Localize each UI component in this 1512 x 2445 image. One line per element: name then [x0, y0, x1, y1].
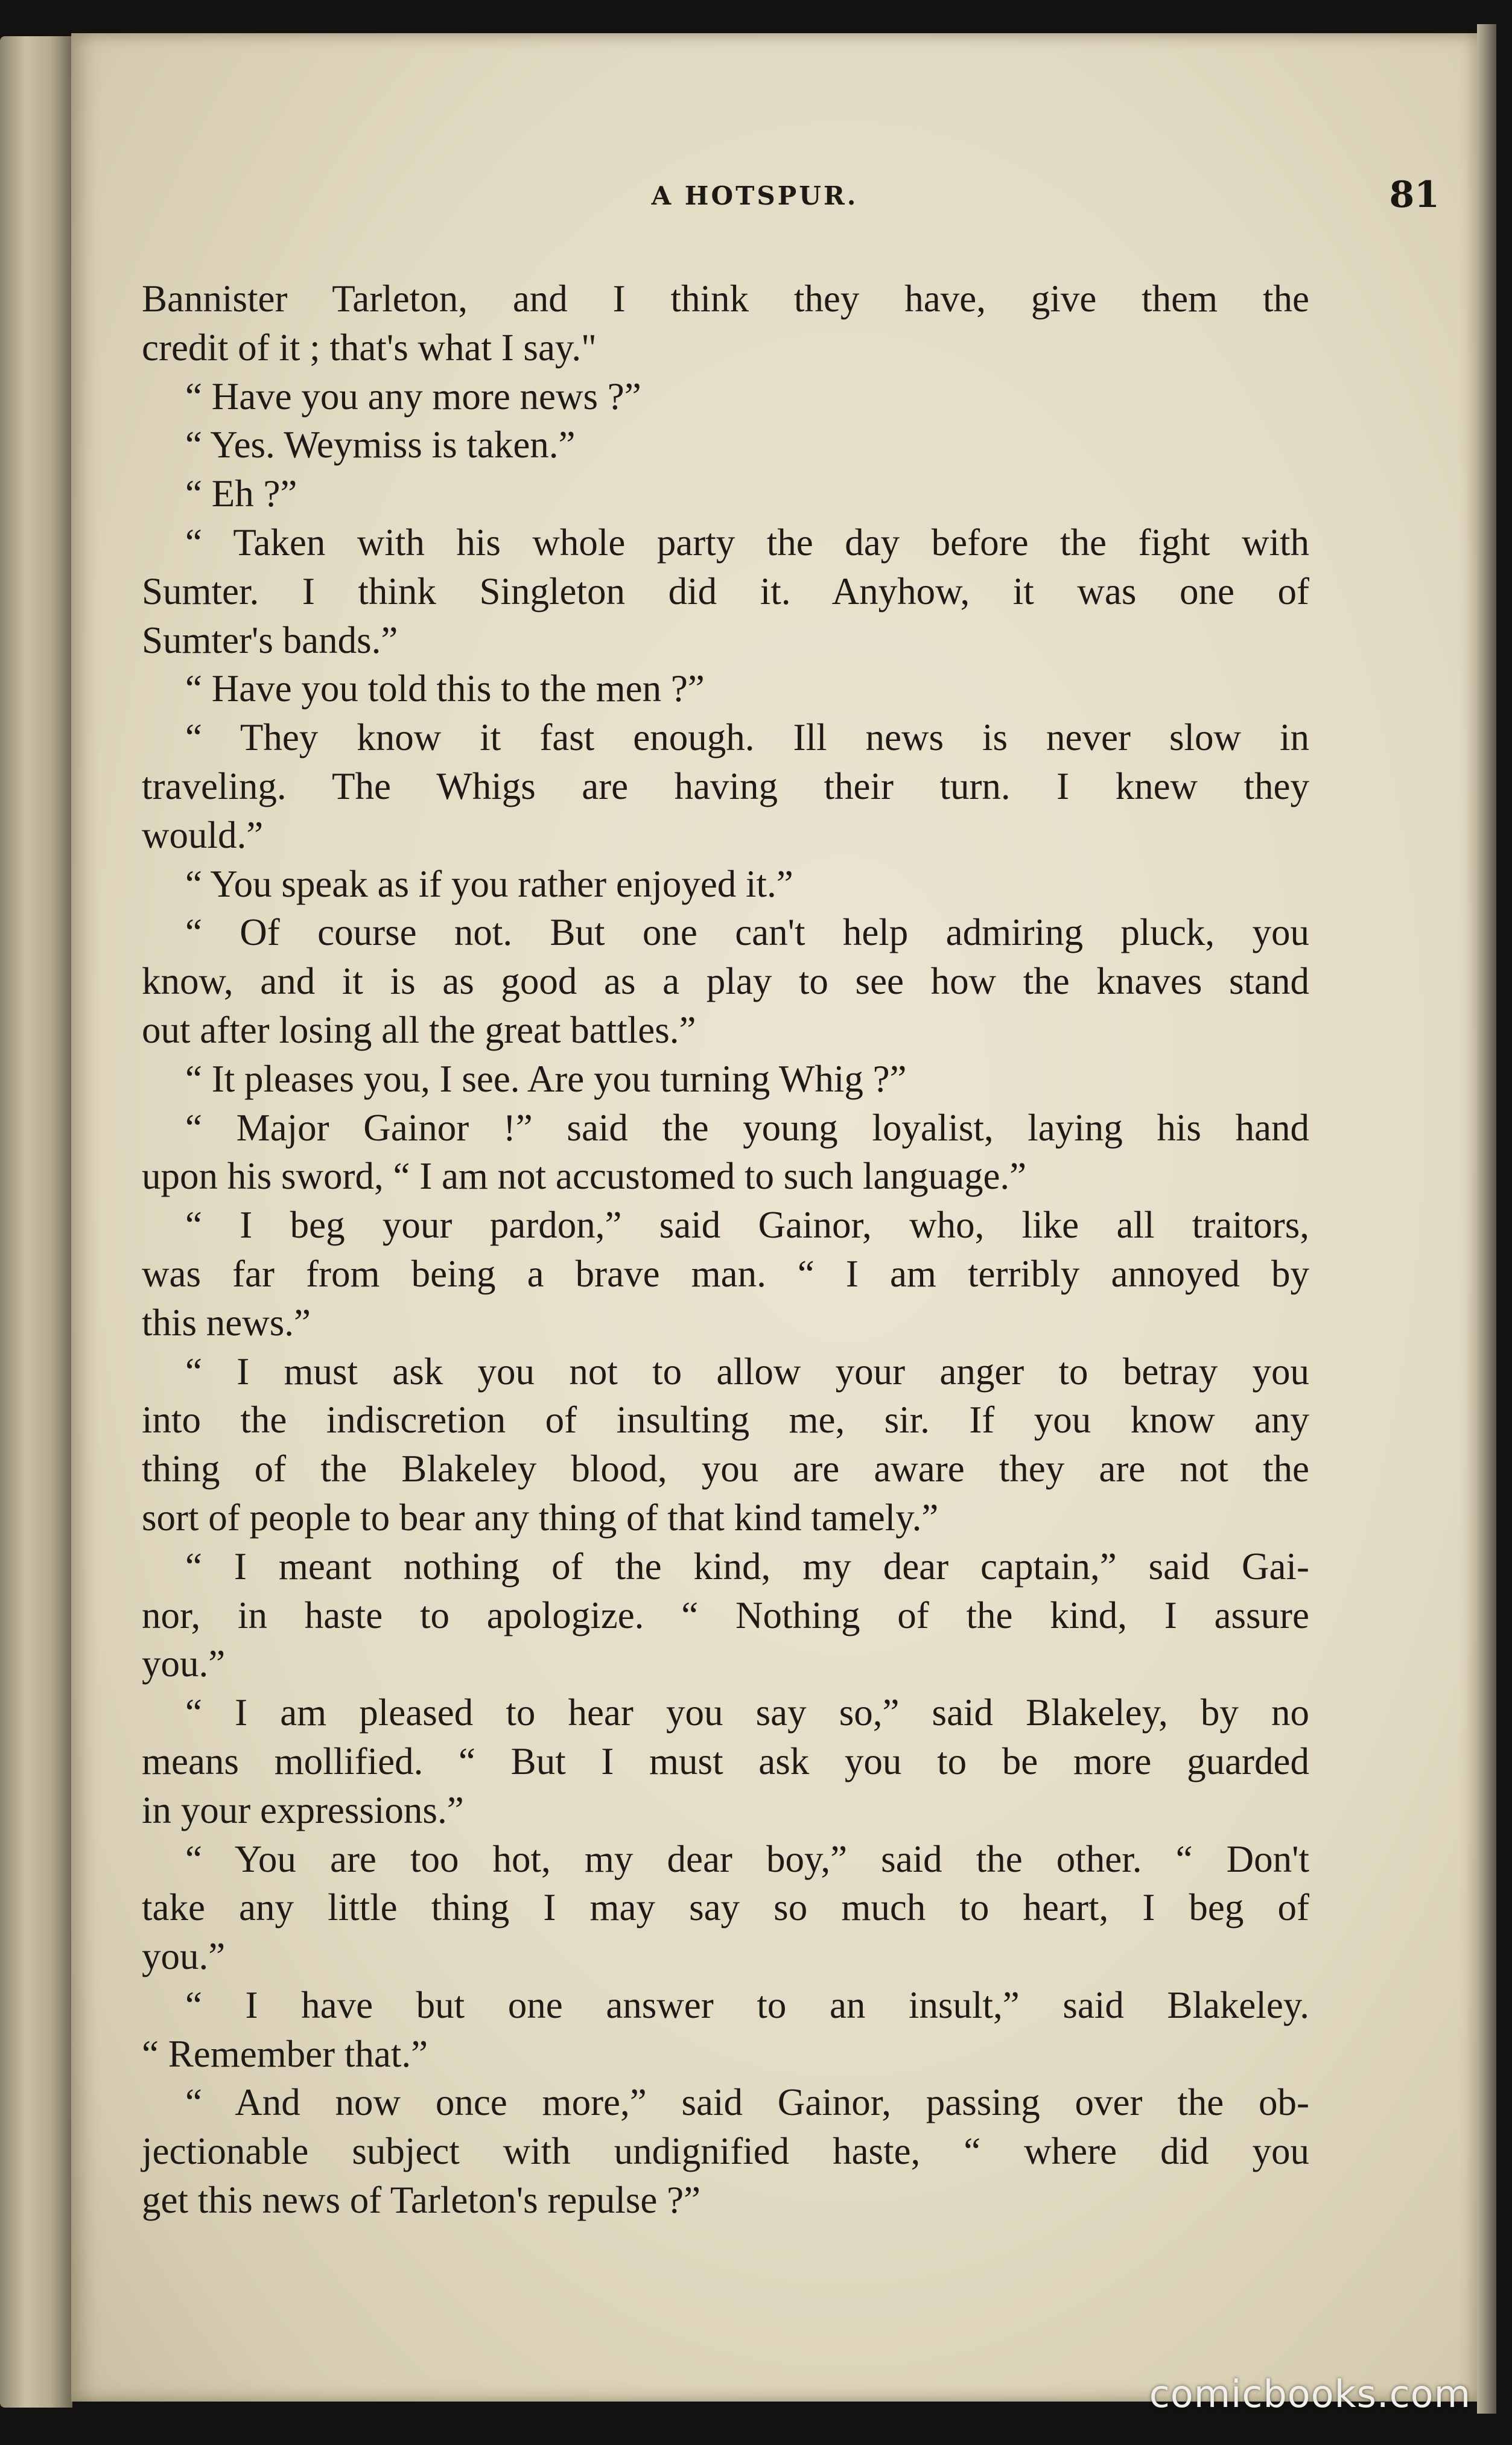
text-line: in your expressions.”: [142, 1788, 464, 1831]
text-line: “ And now once more,” said Gainor, passing over the ob-: [185, 2081, 1309, 2124]
watermark: comicbooks.com: [1149, 2372, 1471, 2416]
text-line: take any little thing I may say so much to heart, I beg of: [142, 1886, 1309, 1929]
text-line: “ Remember that.”: [142, 2032, 428, 2075]
text-line: “ Yes. Weymiss is taken.”: [185, 424, 576, 466]
page-number: 81: [1389, 174, 1440, 216]
text-line: you.”: [142, 1935, 226, 1978]
text-line: “ It pleases you, I see. Are you turning Whig ?”: [185, 1057, 907, 1100]
page-header: [71, 174, 1477, 223]
text-line: “ I must ask you not to allow your anger to betray you: [185, 1350, 1309, 1393]
text-line: “ Of course not. But one can't help admiring pluck, you: [185, 911, 1309, 954]
text-line: into the indiscretion of insulting me, sir. If you know any: [142, 1399, 1309, 1442]
text-line: “ Taken with his whole party the day before the fight with: [185, 521, 1309, 564]
text-line: means mollified. “ But I must ask you to be more guarded: [142, 1740, 1309, 1782]
text-line: “ Have you any more news ?”: [185, 375, 641, 418]
text-line: “ I am pleased to hear you say so,” said Blakeley, by no: [185, 1691, 1309, 1734]
text-line: “ Major Gainor !” said the young loyalist, laying his hand: [185, 1106, 1309, 1149]
text-line: “ I meant nothing of the kind, my dear captain,” said Gai-: [185, 1545, 1309, 1588]
text-line: know, and it is as good as a play to see how the knaves stand: [142, 960, 1309, 1003]
text-line: would.”: [142, 813, 264, 856]
running-head: A HOTSPUR.: [651, 181, 859, 211]
text-line: Bannister Tarleton, and I think they have, give them the: [142, 278, 1309, 320]
page-edge: [1477, 24, 1496, 2414]
text-line: “ They know it fast enough. Ill news is never slow in: [185, 716, 1309, 759]
text-line: jectionable subject with undignified haste, “ where did you: [142, 2130, 1309, 2173]
text-line: “ You speak as if you rather enjoyed it.”: [185, 862, 793, 905]
text-line: out after losing all the great battles.”: [142, 1008, 696, 1051]
text-line: credit of it ; that's what I say.": [142, 326, 597, 369]
text-line: “ You are too hot, my dear boy,” said the other. “ Don't: [185, 1837, 1309, 1880]
text-line: this news.”: [142, 1301, 311, 1344]
book-spine: [0, 36, 72, 2408]
text-line: Sumter. I think Singleton did it. Anyhow, it was one of: [142, 570, 1309, 612]
text-line: “ Have you told this to the men ?”: [185, 667, 705, 710]
text-line: was far from being a brave man. “ I am terribly annoyed by: [142, 1252, 1309, 1295]
text-line: “ Eh ?”: [185, 472, 297, 515]
text-line: Sumter's bands.”: [142, 618, 398, 661]
text-line: nor, in haste to apologize. “ Nothing of the kind, I assure: [142, 1594, 1309, 1636]
text-line: get this news of Tarleton's repulse ?”: [142, 2179, 701, 2222]
text-line: traveling. The Whigs are having their turn. I knew they: [142, 765, 1309, 807]
text-line: thing of the Blakeley blood, you are aware they are not the: [142, 1448, 1309, 1490]
text-line: “ I have but one answer to an insult,” said Blakeley.: [185, 1983, 1309, 2026]
text-line: you.”: [142, 1642, 226, 1685]
body-text: [142, 275, 1309, 2225]
text-line: “ I beg your pardon,” said Gainor, who, like all traitors,: [185, 1204, 1309, 1247]
text-line: upon his sword, “ I am not accustomed to such language.”: [142, 1155, 1027, 1198]
text-line: sort of people to bear any thing of that kind tamely.”: [142, 1496, 939, 1539]
